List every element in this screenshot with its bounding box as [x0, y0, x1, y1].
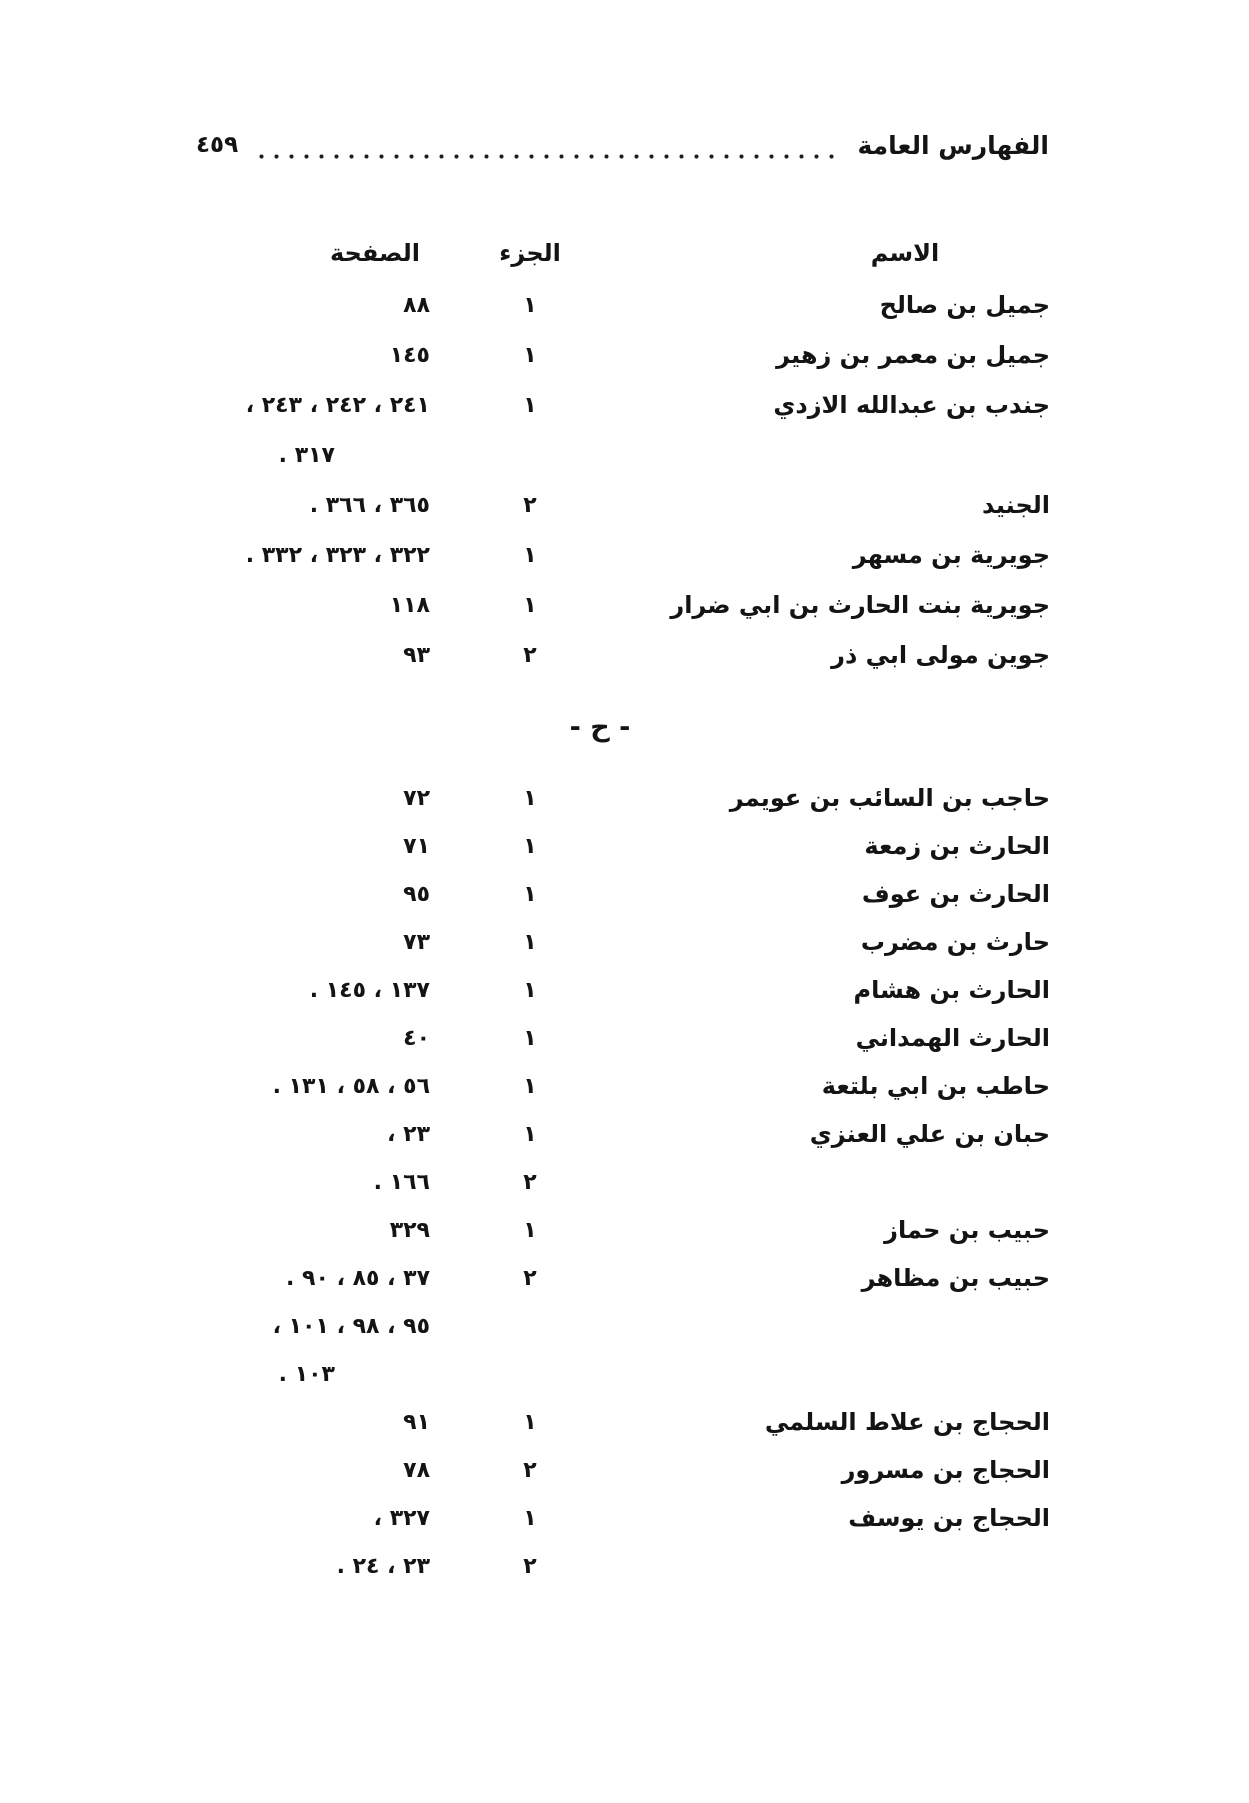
- pages-cell: ٩٣: [403, 642, 430, 668]
- section-divider-ha: - ح -: [569, 711, 631, 743]
- table-row: [150, 870, 1050, 918]
- volume-cell: ٢: [523, 642, 537, 668]
- pages-cell: ٢٤١ ، ٢٤٢ ، ٢٤٣ ،: [245, 392, 430, 418]
- name-cell: حاجب بن السائب بن عويمر: [729, 784, 1050, 812]
- pages-cell: ١٤٥: [389, 342, 430, 368]
- name-cell: حارث بن مضرب: [860, 928, 1050, 956]
- dot-leader: [254, 153, 841, 160]
- table-row: [150, 1062, 1050, 1110]
- volume-cell: ١: [523, 1505, 537, 1531]
- table-row: [150, 1398, 1050, 1446]
- volume-cell: ١: [523, 977, 537, 1003]
- name-cell: حبيب بن مظاهر: [861, 1264, 1050, 1292]
- pages-cell: ٧٨: [403, 1457, 430, 1483]
- volume-cell: ١: [523, 542, 537, 568]
- volume-cell: ١: [523, 1217, 537, 1243]
- table-row: [150, 1206, 1050, 1254]
- volume-cell: ٢: [523, 1265, 537, 1291]
- pages-cell: ٩١: [403, 1409, 430, 1435]
- pages-cell: ٤٠: [403, 1025, 430, 1051]
- column-header-name: الاسم: [870, 239, 940, 267]
- name-cell: الحجاج بن مسرور: [841, 1456, 1050, 1484]
- volume-cell: ١: [523, 1121, 537, 1147]
- pages-cell: ١٦٦ .: [373, 1169, 430, 1195]
- column-header-page: الصفحة: [329, 239, 420, 267]
- name-cell: الحارث بن هشام: [853, 976, 1050, 1004]
- name-cell: حاطب بن ابي بلتعة: [821, 1072, 1050, 1100]
- table-row: [150, 1014, 1050, 1062]
- name-cell: حبيب بن حماز: [884, 1216, 1050, 1244]
- name-cell: جويرية بنت الحارث بن ابي ضرار: [670, 591, 1050, 619]
- table-row: [150, 1542, 1050, 1590]
- pages-cell: ١١٨: [389, 592, 430, 618]
- table-row: [150, 1302, 1050, 1350]
- name-cell: حبان بن علي العنزي: [809, 1120, 1050, 1148]
- table-row: [150, 380, 1050, 430]
- name-cell: جندب بن عبدالله الازدي: [773, 391, 1050, 419]
- pages-cell: ٣٢٢ ، ٣٢٣ ، ٣٣٢ .: [245, 542, 430, 568]
- table-row: [150, 280, 1050, 330]
- page-title: الفهارس العامة: [857, 130, 1049, 160]
- name-cell: الحجاج بن علاط السلمي: [764, 1408, 1050, 1436]
- pages-cell: ٥٦ ، ٥٨ ، ١٣١ .: [272, 1073, 430, 1099]
- table-row: [150, 1254, 1050, 1302]
- table-row: [150, 1446, 1050, 1494]
- table-row: [150, 774, 1050, 822]
- table-row: [150, 1494, 1050, 1542]
- volume-cell: ١: [523, 392, 537, 418]
- table-row: [150, 430, 1050, 480]
- pages-cell: ٩٥: [403, 881, 430, 907]
- pages-cell: ٧٢: [403, 785, 430, 811]
- name-cell: جميل بن معمر بن زهير: [776, 341, 1050, 369]
- column-header-volume: الجزء: [499, 239, 561, 267]
- pages-cell: ٣٧ ، ٨٥ ، ٩٠ .: [286, 1265, 430, 1291]
- table-row: [150, 822, 1050, 870]
- name-cell: جوين مولى ابي ذر: [831, 641, 1050, 669]
- name-cell: الجنيد: [982, 491, 1050, 519]
- page-number: ٤٥٩: [196, 132, 239, 158]
- pages-cell: ٢٣ ، ٢٤ .: [336, 1553, 430, 1579]
- pages-cell: ٩٥ ، ٩٨ ، ١٠١ ،: [272, 1313, 430, 1339]
- pages-cell: ٧١: [403, 833, 430, 859]
- volume-cell: ٢: [523, 492, 537, 518]
- name-cell: الحجاج بن يوسف: [848, 1504, 1050, 1532]
- pages-cell: ١٣٧ ، ١٤٥ .: [309, 977, 430, 1003]
- table-row: [150, 966, 1050, 1014]
- volume-cell: ١: [523, 881, 537, 907]
- pages-cell: ٣٢٧ ،: [373, 1505, 430, 1531]
- table-row: [150, 918, 1050, 966]
- table-header-row: [150, 226, 1050, 280]
- pages-cell: ٣٦٥ ، ٣٦٦ .: [309, 492, 430, 518]
- pages-cell: ٢٣ ،: [387, 1121, 430, 1147]
- volume-cell: ١: [523, 1025, 537, 1051]
- table-row: [150, 630, 1050, 680]
- volume-cell: ٢: [523, 1457, 537, 1483]
- name-cell: الحارث بن زمعة: [864, 832, 1050, 860]
- table-row: [150, 580, 1050, 630]
- volume-cell: ١: [523, 592, 537, 618]
- table-row: [150, 1158, 1050, 1206]
- name-cell: جميل بن صالح: [879, 291, 1050, 319]
- name-cell: جويرية بن مسهر: [852, 541, 1050, 569]
- name-cell: الحارث بن عوف: [861, 880, 1050, 908]
- running-header: [196, 122, 1049, 168]
- table-row: [150, 330, 1050, 380]
- volume-cell: ١: [523, 1409, 537, 1435]
- pages-cell: ٧٣: [403, 929, 430, 955]
- pages-cell: ٨٨: [403, 292, 430, 318]
- volume-cell: ١: [523, 342, 537, 368]
- section-jim-rows: [150, 280, 1050, 680]
- volume-cell: ١: [523, 292, 537, 318]
- pages-cell: ١٠٣ .: [278, 1361, 335, 1387]
- volume-cell: ١: [523, 1073, 537, 1099]
- name-cell: الحارث الهمداني: [855, 1024, 1050, 1052]
- table-row: [150, 1110, 1050, 1158]
- pages-cell: ٣٢٩: [389, 1217, 430, 1243]
- volume-cell: ١: [523, 929, 537, 955]
- volume-cell: ١: [523, 833, 537, 859]
- table-row: [150, 480, 1050, 530]
- volume-cell: ١: [523, 785, 537, 811]
- table-row: [150, 530, 1050, 580]
- pages-cell: ٣١٧ .: [278, 442, 335, 468]
- volume-cell: ٢: [523, 1553, 537, 1579]
- volume-cell: ٢: [523, 1169, 537, 1195]
- table-row: [150, 1350, 1050, 1398]
- section-ha-rows: [150, 774, 1050, 1590]
- index-table: [150, 226, 1050, 1590]
